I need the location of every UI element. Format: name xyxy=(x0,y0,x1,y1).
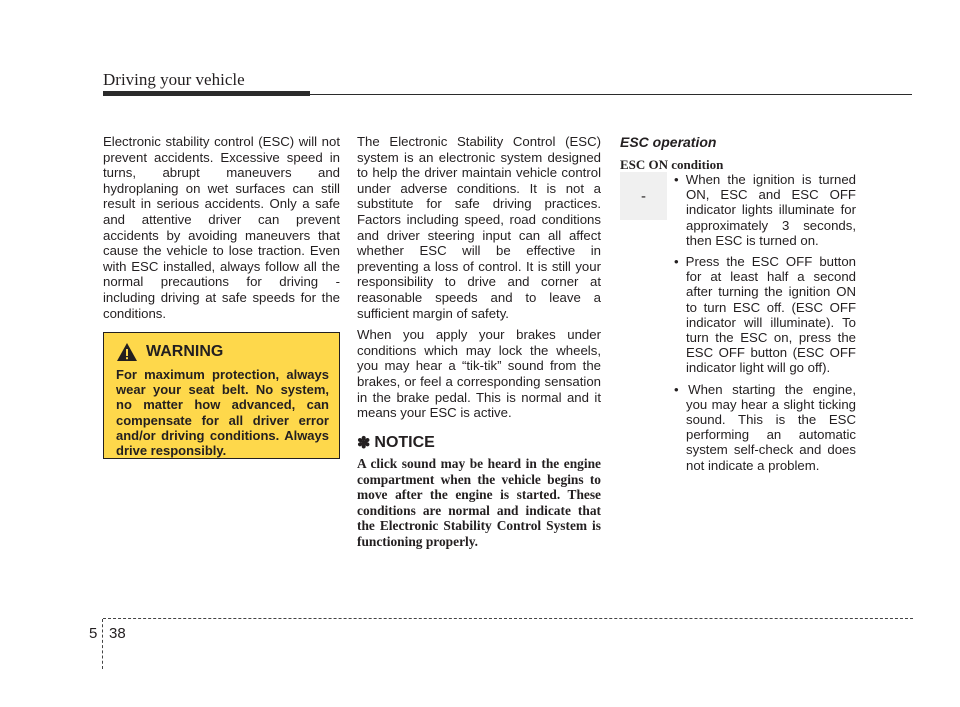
list-item: • Press the ESC OFF button for at least half a second after turning the ignition ON to turn ESC off. (ESC OFF indicator will illuminate). To turn the ESC on, press the ESC OFF button (ESC OFF indicator light will go off). xyxy=(674,254,856,376)
list-item: • When starting the engine, you may hear a slight ticking sound. This is the ESC performing an automatic system self-check and does not indicate a problem. xyxy=(674,381,856,473)
dash-mark: - xyxy=(641,187,646,205)
esc-condition-list xyxy=(674,172,856,479)
esc-on-condition-subheading: ESC ON condition xyxy=(620,156,724,172)
esc-description-paragraph: The Electronic Stability Control (ESC) system is an electronic system designed to help the driver maintain vehicle control under adverse conditions. It is not a substitute for safe driving practices. Factors including speed, road conditions and driver steering input can all affect whether ESC will be effective in preventing a loss of control. It is still your responsibility to drive and corner at reasonable speeds and to leave a sufficient margin of safety. xyxy=(357,134,601,321)
footer-vertical-rule xyxy=(102,619,103,669)
warning-box xyxy=(103,332,340,459)
notice-label: NOTICE xyxy=(374,434,435,451)
right-column xyxy=(620,134,860,172)
page-header-title: Driving your vehicle xyxy=(103,70,245,89)
page-number: 38 xyxy=(109,625,126,642)
header-rule-thin xyxy=(310,94,912,95)
indicator-placeholder-box xyxy=(620,172,667,220)
notice-text: A click sound may be heard in the engine compartment when the vehicle begins to move after the engine is started. These conditions are normal and indicate that the Electronic Stability Control System is functioning properly. xyxy=(357,456,601,549)
list-item: • When the ignition is turned ON, ESC and ESC OFF indicator lights illuminate for approximately 3 seconds, then ESC is turned on. xyxy=(674,172,856,248)
left-column xyxy=(103,134,340,321)
warning-triangle-icon xyxy=(116,342,138,362)
esc-brake-paragraph: When you apply your brakes under conditions which may lock the wheels, you may hear a “tik-tik” sound from the brakes, or feel a corresponding sensation in the brake pedal. This is normal and it means your ESC is active. xyxy=(357,327,601,421)
page-section-number: 5 xyxy=(89,625,98,642)
header-rule-thick xyxy=(103,91,310,96)
footer-rule xyxy=(103,618,913,619)
notice-star-icon: ✽ xyxy=(357,435,371,452)
notice-header xyxy=(357,433,435,453)
esc-limitations-paragraph: Electronic stability control (ESC) will not prevent accidents. Excessive speed in turns, abrupt maneuvers and hydroplaning on wet surfaces can still result in serious accidents. Only a safe and attentive driver can prevent accidents by avoiding maneuvers that cause the vehicle to lose traction. Even with ESC installed, always follow all the normal precautions for driving - including driving at safe speeds for the conditions. xyxy=(103,134,340,321)
warning-header xyxy=(116,339,329,365)
warning-label: WARNING xyxy=(146,343,224,360)
middle-column xyxy=(357,134,601,421)
esc-operation-heading: ESC operation xyxy=(620,134,717,150)
warning-text: For maximum protection, always wear your seat belt. No system, no matter how advanced, can compensate for all driver error and/or driving conditions. Always drive responsibly. xyxy=(116,367,329,459)
